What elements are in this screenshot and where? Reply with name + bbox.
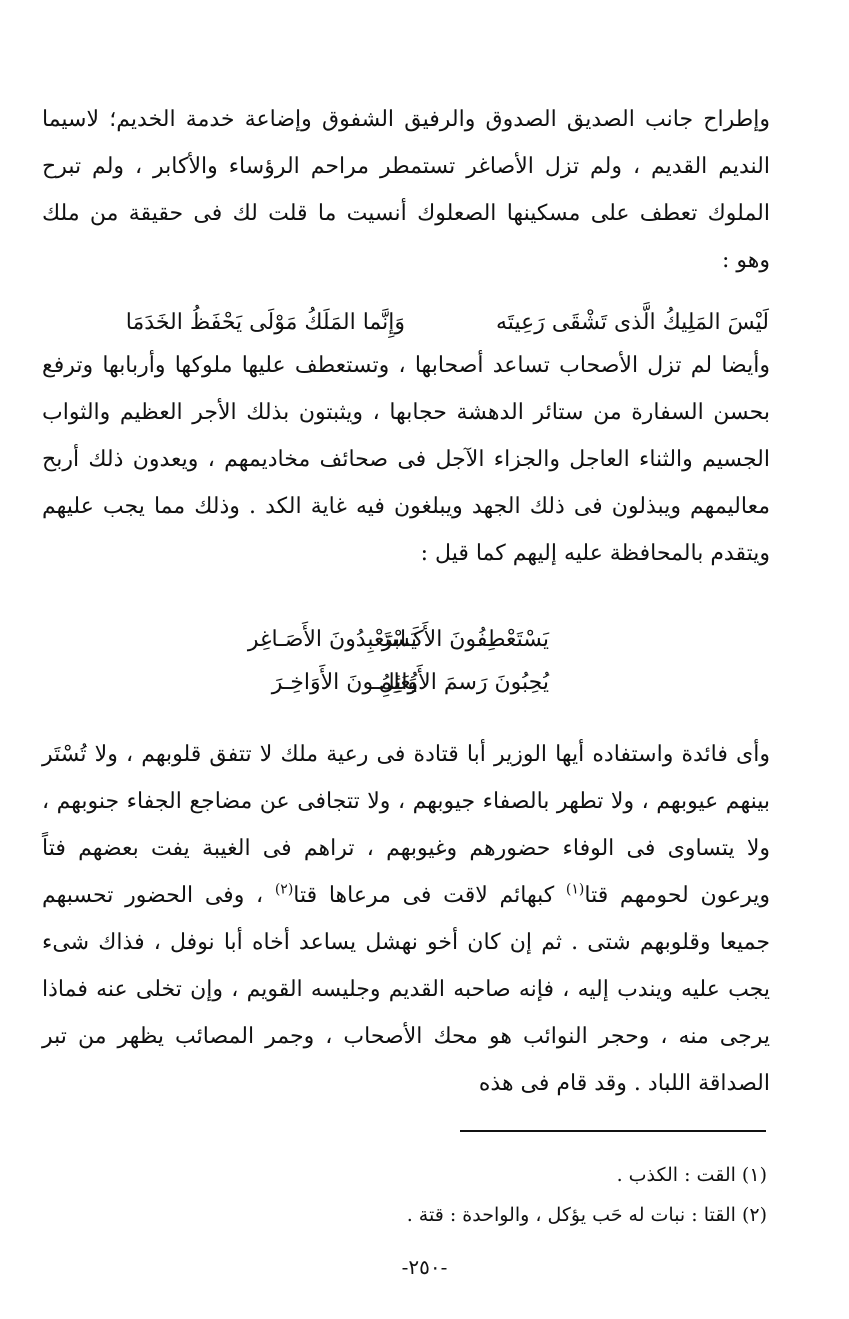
verse-3-first-hemistich: يُحِبُونَ رَسمَ الأَوَائِلِ — [378, 670, 549, 695]
footnote-reference-1[interactable]: (١) — [565, 881, 585, 898]
paragraph-vizier — [42, 731, 770, 1107]
verse-3-second-hemistich: يُعَلِمُـونَ الأَوَاخِـرَ — [271, 670, 417, 695]
footnotes-list — [67, 1155, 767, 1235]
paragraph-opening: وإطراح جانب الصديق الصدوق والرفيق الشفوق وإضاعة خدمة الخديم؛ لاسيما النديم القديم ، ولم تزل الأصاغر تستمطر مراحم الرؤساء والأكابر ، ولم تبرح الملوك تعطف على مسكينها الصعلوك أنسيت ما قلت لك فى حقيقة من ملك وهو : — [42, 107, 770, 273]
paragraph-vizier-text-3: ، وفى الحضور تحسبهم جميعا وقلوبهم شتى . ثم إن كان أخو نهشل يساعد أخاه أبا نوفل ، فذاك شىء يجب عليه ويندب إليه ، فإنه صاحبه القديم وجليسه القويم ، وإن تخلى عنه فماذا يرجى منه ، وحجر النوائب هو محك الأصحاب ، وجمر المصائب يظهر من تبر الصداقة اللباد . وقد قام فى هذه — [42, 883, 770, 1096]
paragraph-vizier-text-2: كبهائم لاقت فى مرعاها قتا — [293, 883, 566, 908]
verse-2-first-hemistich: يَسْتَعْطِفُونَ الأَكَـابرَ — [381, 627, 549, 652]
verse-2-second-hemistich: يَسْتَعْبِدُونَ الأَصَـاغِر — [247, 627, 417, 652]
footnote-1: (١) القت : الكذب . — [616, 1164, 767, 1186]
paragraph-companions: وأيضا لم تزل الأصحاب تساعد أصحابها ، وتستعطف عليها ملوكها وأربابها وترفع بحسن السفارة من ستائر الدهشة حجابها ، ويثبتون بذلك الأجر العظيم والثواب الجسيم والثناء العاجل والجزاء الآجل فى صحائف مخاديمهم ، ويعدون ذلك أربح معاليمهم ويبذلون فى ذلك الجهد ويبلغون فيه غاية الكد . وذلك مما يجب عليهم ويتقدم بالمحافظة عليه إليهم كما قيل : — [42, 353, 770, 566]
verse-1-first-hemistich: لَيْسَ المَلِيكُ الَّذى تَشْقَى رَعِيتَه — [496, 310, 769, 335]
verse-1-second-hemistich: وَإِنَّما المَلَكُ مَوْلَى يَحْفَظُ الخَدَمَا — [125, 310, 405, 335]
page-number: -٢٥٠- — [401, 1255, 448, 1279]
paragraph-vizier-text-1: وأى فائدة واستفاده أيها الوزير أبا قتادة فى رعية ملك لا تتفق قلوبهم ، ولا تُسْتَر بينهم عيوبهم ، ولا تطهر بالصفاء جيوبهم ، ولا تتجافى عن مضاجع الجفاء جنوبهم ، ولا يتساوى فى الوفاء حضورهم وغيوبهم ، تراهم فى الغيبة يفت بعضهم فتاً ويرعون لحومهم قتا — [42, 742, 770, 908]
footnote-separator — [460, 1130, 766, 1132]
footnote-2: (٢) القتا : نبات له حَب يؤكل ، والواحدة : قتة . — [406, 1204, 767, 1226]
footnote-reference-2[interactable]: (٢) — [274, 881, 294, 898]
